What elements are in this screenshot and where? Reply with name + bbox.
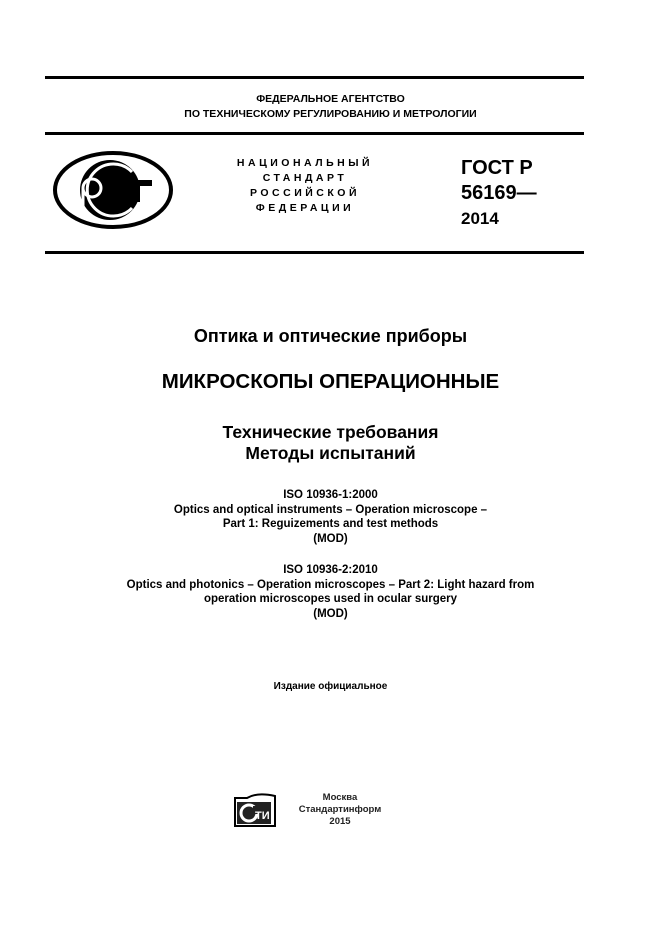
natstd-line-1: НАЦИОНАЛЬНЫЙ: [236, 157, 374, 169]
iso-reference-2: [0, 563, 661, 621]
edition-label: Издание официальное: [273, 681, 388, 692]
standard-designation: [461, 156, 537, 231]
standard-divider: [45, 251, 584, 254]
agency-line-2: ПО ТЕХНИЧЕСКОМУ РЕГУЛИРОВАНИЮ И МЕТРОЛОГИИ: [184, 108, 477, 120]
publisher-year: 2015: [329, 816, 351, 827]
agency-line-1: ФЕДЕРАЛЬНОЕ АГЕНТСТВО: [256, 93, 405, 105]
agency-name: [0, 92, 661, 122]
title-sub: [0, 422, 661, 464]
iso-code: ISO 10936-1:2000: [283, 489, 378, 501]
iso-mod: (MOD): [313, 607, 348, 620]
header-divider: [45, 132, 584, 135]
iso-reference-1: [0, 488, 661, 546]
iso-title-line: Part 1: Reguizements and test methods: [222, 518, 439, 530]
iso-title-line: Optics and photonics – Operation microscopes – Part 2: Light hazard from: [126, 578, 535, 591]
natstd-line-4: ФЕДЕРАЦИИ: [255, 202, 355, 214]
publisher-name: Стандартинформ: [298, 804, 382, 815]
natstd-line-2: СТАНДАРТ: [262, 172, 348, 184]
designation-line-3: 2014: [461, 209, 499, 228]
standartinform-logo-icon: [233, 792, 277, 828]
title-sub-line-1: Технические требования: [222, 422, 439, 442]
title-sub-line-2: Методы испытаний: [245, 443, 416, 463]
title-main: МИКРОСКОПЫ ОПЕРАЦИОННЫЕ: [161, 370, 500, 393]
title-group: Оптика и оптические приборы: [193, 326, 468, 346]
publisher-info: [290, 792, 390, 828]
publisher-city: Москва: [322, 792, 358, 803]
gost-r-logo-icon: [52, 150, 174, 230]
iso-mod: (MOD): [313, 532, 348, 545]
designation-line-2: 56169—: [461, 182, 537, 204]
natstd-line-3: РОССИЙСКОЙ: [250, 187, 360, 199]
top-divider: [45, 76, 584, 79]
svg-text:ТИ: ТИ: [255, 810, 270, 822]
iso-title-line: operation microscopes used in ocular surgery: [203, 593, 458, 605]
national-standard-label: [225, 156, 385, 216]
designation-line-1: ГОСТ Р: [461, 157, 533, 179]
iso-code: ISO 10936-2:2010: [283, 564, 378, 576]
iso-title-line: Optics and optical instruments – Operation microscope –: [173, 503, 488, 516]
